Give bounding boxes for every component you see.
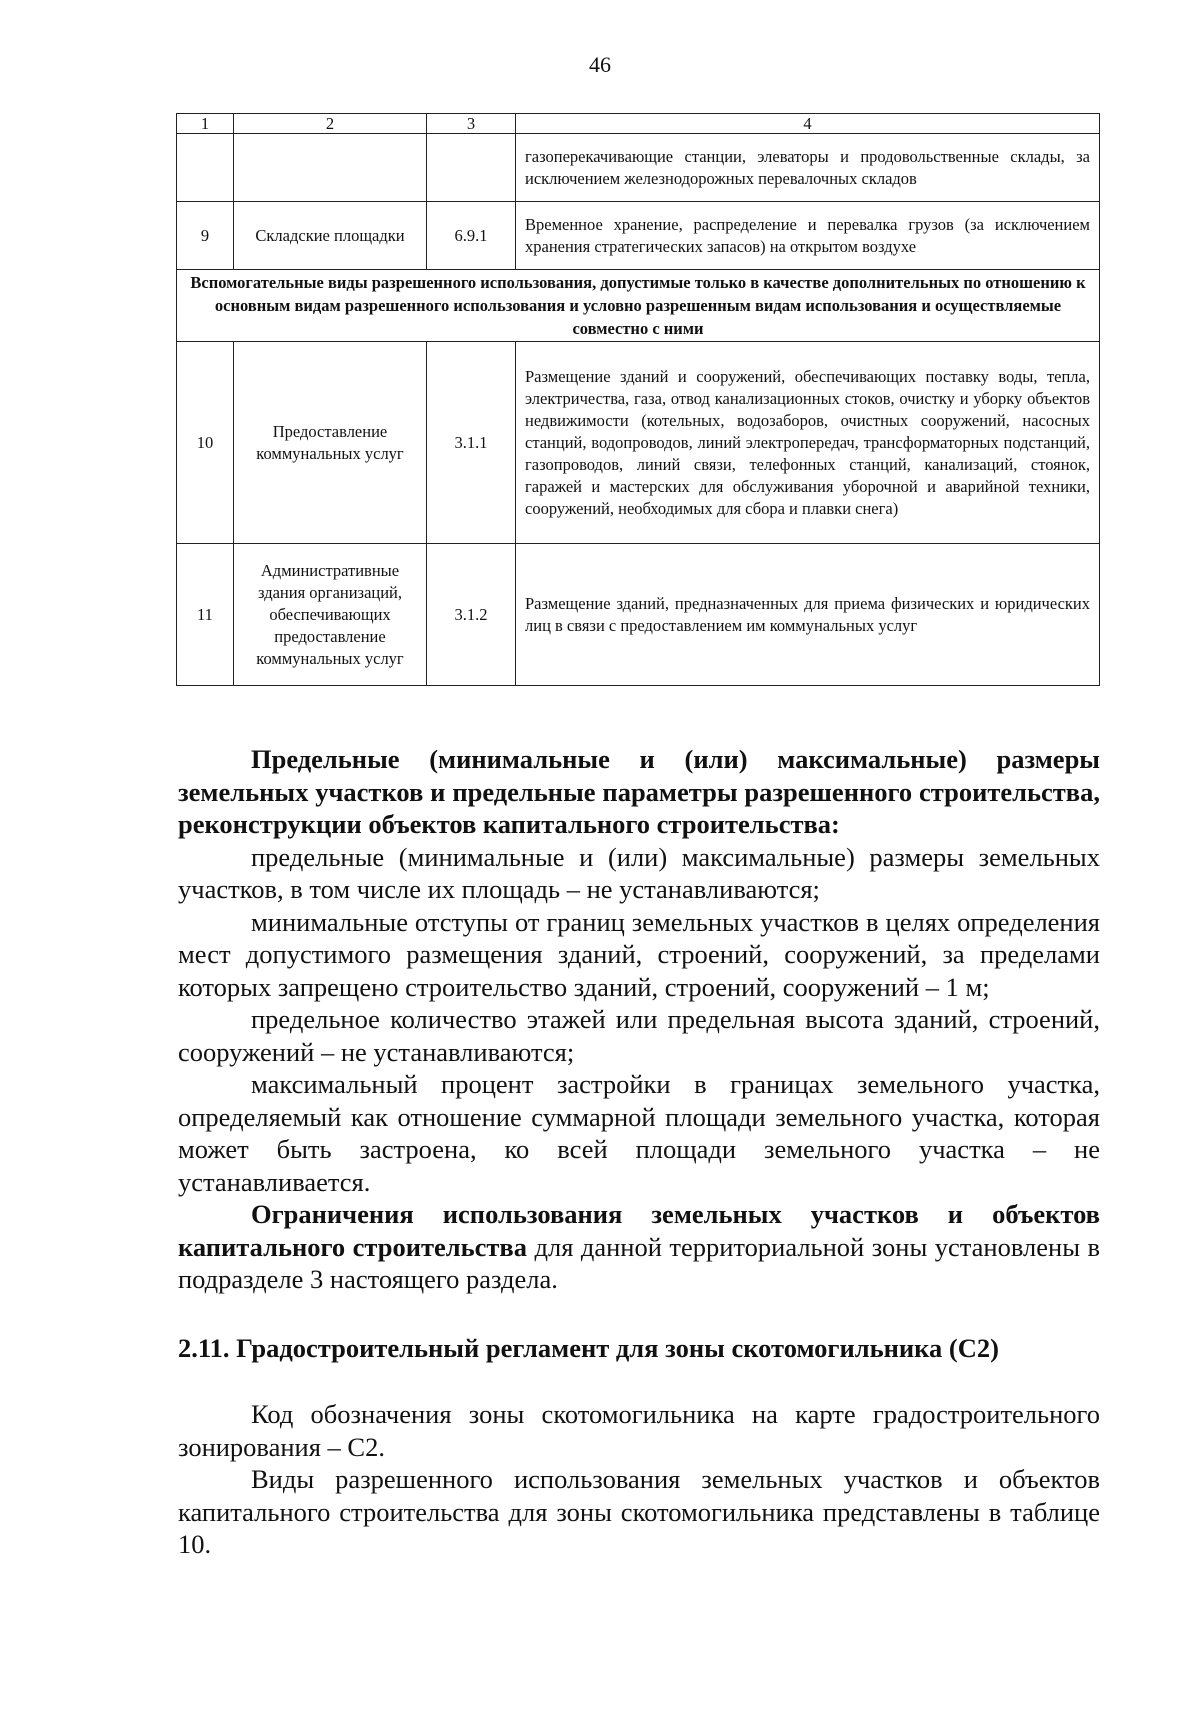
row-number: 9 bbox=[177, 202, 234, 270]
use-description: газоперекачивающие станции, элеваторы и продовольственные склады, за исключением железнодорожных перевалочных складов bbox=[516, 134, 1100, 202]
use-code: 3.1.2 bbox=[427, 544, 516, 686]
table-row bbox=[177, 342, 1100, 544]
use-code bbox=[427, 134, 516, 202]
use-name: Административные здания организаций, обеспечивающих предоставление коммунальных услуг bbox=[234, 544, 427, 686]
table-row bbox=[177, 202, 1100, 270]
table-row bbox=[177, 134, 1100, 202]
auxiliary-uses-label: Вспомогательные виды разрешенного использования, допустимые только в качестве дополнительных по отношению к основным видам разрешенного использования и условно разрешенным видам использования и осуществляемые совместно с ними bbox=[177, 270, 1100, 342]
use-code: 3.1.1 bbox=[427, 342, 516, 544]
regulation-text bbox=[178, 743, 1100, 1561]
use-description: Временное хранение, распределение и перевалка грузов (за исключением хранения стратегических запасов) на открытом воздухе bbox=[516, 202, 1100, 270]
column-header: 2 bbox=[234, 114, 427, 134]
table-row bbox=[177, 544, 1100, 686]
limits-heading: Предельные (минимальные и (или) максимальные) размеры земельных участков и предельные параметры разрешенного строительства, реконструкции объектов капитального строительства: bbox=[178, 744, 1100, 839]
column-header: 1 bbox=[177, 114, 234, 134]
auxiliary-uses-section-row bbox=[177, 270, 1100, 342]
use-description: Размещение зданий, предназначенных для приема физических и юридических лиц в связи с предоставлением им коммунальных услуг bbox=[516, 544, 1100, 686]
paragraph: максимальный процент застройки в границах земельного участка, определяемый как отношение суммарной площади земельного участка, которая может быть застроена, ко всей площади земельного участка – не устанавливается. bbox=[178, 1069, 1100, 1197]
row-number bbox=[177, 134, 234, 202]
restrictions-paragraph bbox=[178, 1198, 1100, 1296]
use-name: Складские площадки bbox=[234, 202, 427, 270]
restrictions-bold: Ограничения использования земельных участков и объектов капитального строительства bbox=[178, 1199, 1100, 1262]
paragraph: минимальные отступы от границ земельных участков в целях определения мест допустимого размещения зданий, строений, сооружений, за пределами которых запрещено строительство зданий, строений, сооружений – 1 м; bbox=[178, 906, 1100, 1002]
section-title: 2.11. Градостроительный регламент для зоны скотомогильника (С2) bbox=[178, 1332, 999, 1363]
paragraph: Виды разрешенного использования земельных участков и объектов капитального строительства для зоны скотомогильника представлены в таблице 10. bbox=[178, 1464, 1100, 1559]
table-header-row bbox=[177, 114, 1100, 134]
use-description: Размещение зданий и сооружений, обеспечивающих поставку воды, тепла, электричества, газа, отвод канализационных стоков, очистку и уборку объектов недвижимости (котельных, водозаборов, очистных сооружений, насосных станций, водопроводов, линий электропередач, трансформаторных подстанций, газопроводов, линий связи, телефонных станций, канализаций, стоянок, гаражей и мастерских для обслуживания уборочной и аварийной техники, сооружений, необходимых для сбора и плавки снега) bbox=[516, 342, 1100, 544]
paragraph: Код обозначения зоны скотомогильника на карте градостроительного зонирования – С2. bbox=[178, 1399, 1100, 1462]
restrictions-rest: для данной территориальной зоны установлены в подразделе 3 настоящего раздела. bbox=[178, 1231, 1100, 1294]
use-name bbox=[234, 134, 427, 202]
paragraph: предельное количество этажей или предельная высота зданий, строений, сооружений – не устанавливаются; bbox=[178, 1004, 1100, 1067]
paragraph: предельные (минимальные и (или) максимальные) размеры земельных участков, в том числе их площадь – не устанавливаются; bbox=[178, 841, 1100, 904]
use-name: Предоставление коммунальных услуг bbox=[234, 342, 427, 544]
row-number: 10 bbox=[177, 342, 234, 544]
column-header: 4 bbox=[516, 114, 1100, 134]
row-number: 11 bbox=[177, 544, 234, 686]
use-code: 6.9.1 bbox=[427, 202, 516, 270]
page-number: 46 bbox=[589, 52, 611, 77]
land-use-table bbox=[176, 113, 1100, 686]
column-header: 3 bbox=[427, 114, 516, 134]
